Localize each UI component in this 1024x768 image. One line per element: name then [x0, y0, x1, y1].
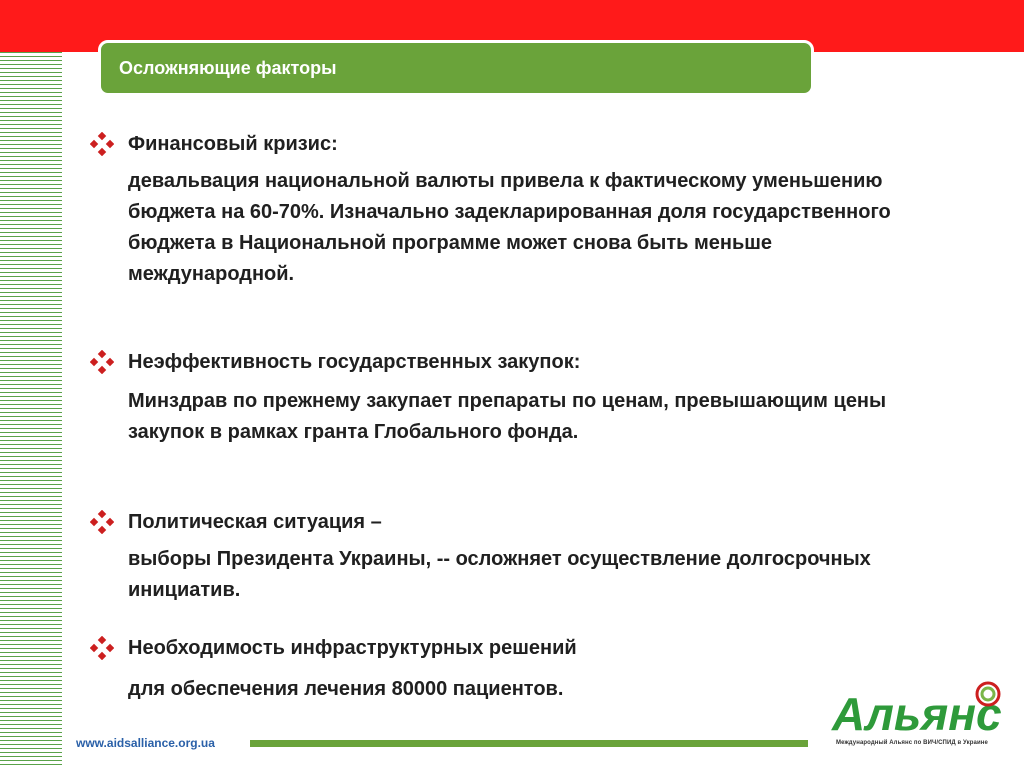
- diamond-bullet-icon: [90, 132, 114, 156]
- diamond-bullet-icon: [90, 510, 114, 534]
- bullet-body-2: Минздрав по прежнему закупает препараты по ценам, превышающим цены закупок в рамках гранта Глобального фонда.: [128, 390, 887, 443]
- bullet-heading-1: Финансовый кризис:: [128, 133, 338, 155]
- bullet-body-1: девальвация национальной валюты привела к фактическому уменьшению бюджета на 60-70%. Изначально задекларированная доля государственного бюджета в Национальной программе может снова быть меньше международной.: [128, 170, 891, 285]
- bullet-item-3: [90, 508, 382, 536]
- left-striped-border: [0, 52, 62, 768]
- footer-url-link[interactable]: www.aidsalliance.org.ua: [76, 736, 215, 750]
- footer-green-line: [250, 740, 808, 747]
- bullet-item-2: [90, 348, 580, 376]
- logo-wordmark: Альянс: [832, 688, 1002, 740]
- diamond-bullet-icon: [90, 636, 114, 660]
- logo-subtitle: Международный Альянс по ВИЧ/СПИД в Украине: [836, 740, 988, 746]
- bullet-body-3: выборы Президента Украины, -- осложняет осуществление долгосрочных инициатив.: [128, 548, 871, 601]
- diamond-bullet-icon: [90, 350, 114, 374]
- bullet-heading-4: Необходимость инфраструктурных решений: [128, 637, 577, 659]
- bullet-heading-3: Политическая ситуация –: [128, 511, 382, 533]
- bullet-body-4: для обеспечения лечения 80000 пациентов.: [128, 678, 564, 700]
- bullet-heading-2: Неэффективность государственных закупок:: [128, 351, 581, 373]
- slide-title: Осложняющие факторы: [119, 57, 337, 78]
- bullet-item-1: [90, 130, 338, 158]
- slide-title-bar: [98, 40, 814, 96]
- bullet-item-4: [90, 634, 577, 662]
